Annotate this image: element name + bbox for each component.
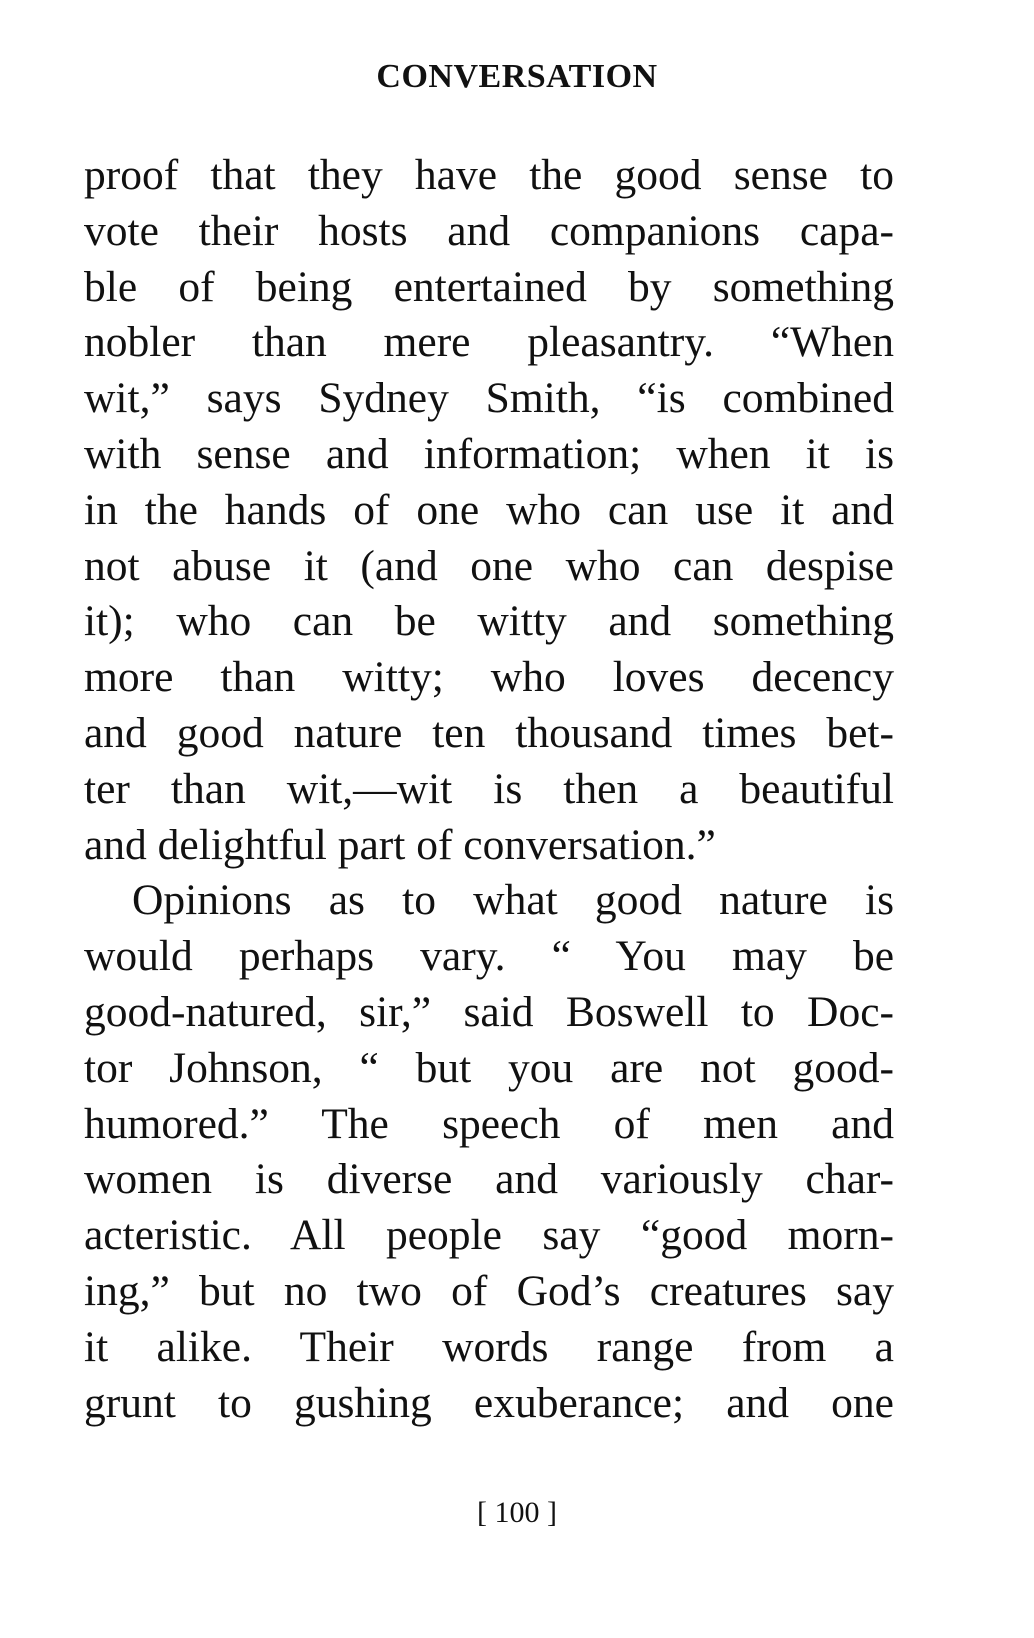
text-line: in the hands of one who can use it and: [84, 485, 894, 534]
text-line: good-natured, sir,” said Boswell to Doc-: [84, 987, 894, 1036]
text-line: ing,” but no two of God’s creatures say: [84, 1266, 894, 1315]
text-line: nobler than mere pleasantry. “When: [84, 318, 894, 367]
text-line: tor Johnson, “ but you are not good-: [84, 1043, 894, 1092]
paragraph-2: [84, 873, 894, 1431]
text-line: and delightful part of conversation.”: [84, 820, 716, 869]
running-head: CONVERSATION: [376, 58, 658, 95]
text-line: it); who can be witty and something: [84, 597, 894, 646]
text-line: not abuse it (and one who can despise: [84, 541, 894, 590]
text-line: ter than wit,—wit is then a beautiful: [84, 764, 894, 813]
text-line: women is diverse and variously char-: [84, 1155, 894, 1204]
text-line: ble of being entertained by something: [84, 262, 894, 311]
text-line: proof that they have the good sense to: [84, 151, 894, 199]
text-line: acteristic. All people say “good morn-: [84, 1211, 894, 1260]
body-text: [84, 148, 894, 1431]
text-line: with sense and information; when it is: [84, 429, 894, 478]
text-line: vote their hosts and companions capa-: [84, 206, 894, 255]
text-line: more than witty; who loves decency: [84, 653, 894, 702]
text-line: would perhaps vary. “ You may be: [84, 932, 894, 981]
text-line: wit,” says Sydney Smith, “is combined: [84, 374, 894, 423]
text-line: Opinions as to what good nature is: [132, 876, 894, 925]
page-number: [ 100 ]: [477, 1496, 557, 1529]
paragraph-1: [84, 148, 894, 873]
text-line: and good nature ten thousand times bet-: [84, 708, 894, 757]
text-line: humored.” The speech of men and: [84, 1099, 894, 1148]
text-line: it alike. Their words range from a: [84, 1322, 894, 1371]
text-line: grunt to gushing exuberance; and one: [84, 1378, 894, 1427]
